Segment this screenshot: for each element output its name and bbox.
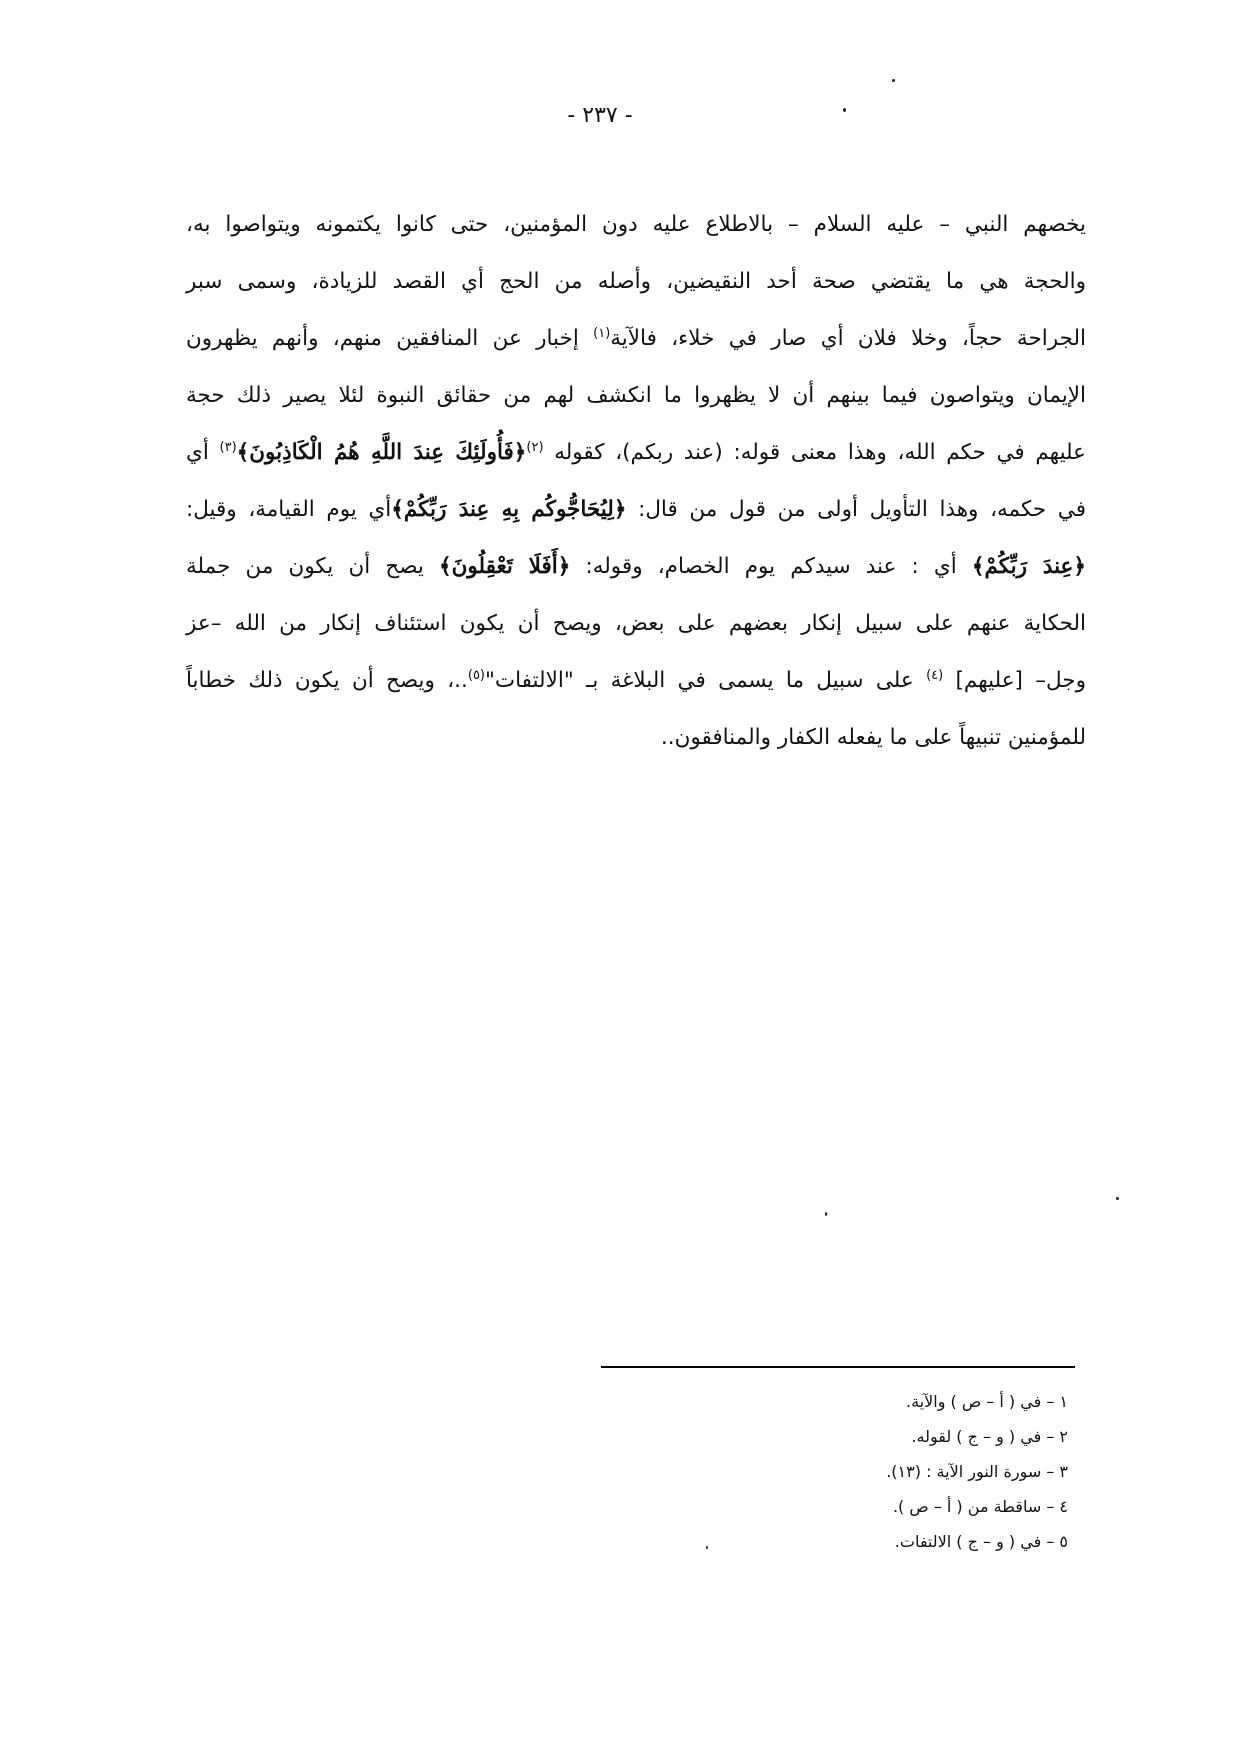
text-line: وجل– [عليهم] $^{(٤)}$ على سبيل ما يسمى في البلاغة بـ "الالتفات"$^{(٥)}$..، ويصح أن يكون ذلك خطاباً xyxy=(186,667,1086,693)
quran-verse: ﴿أَفَلَا تَعْقِلُونَ﴾ xyxy=(439,554,571,579)
scan-speck xyxy=(825,1212,827,1216)
text-line: ﴿عِندَ رَبِّكُمْ﴾ أي : عند سيدكم يوم الخصام، وقوله: ﴿أَفَلَا تَعْقِلُونَ﴾ يصح أن يكون من جملة xyxy=(186,554,1086,579)
quran-verse: ﴿لِيُحَاجُّوكُم بِهِ عِندَ رَبِّكُمْ﴾ xyxy=(391,497,627,522)
footnote-ref[interactable]: (٤) xyxy=(926,667,944,683)
footnote-item: ١ – في ( أ – ص ) والآية. xyxy=(906,1392,1068,1411)
text-line: الحكاية عنهم على سبيل إنكار بعضهم على بعض، ويصح أن يكون استئناف إنكار من الله –عز xyxy=(186,611,1086,636)
scan-speck xyxy=(1116,1197,1119,1200)
footnote-ref[interactable]: (٢) xyxy=(526,439,544,455)
footnotes xyxy=(648,1384,1068,1559)
footnote-item: ٢ – في ( و – ج ) لقوله. xyxy=(911,1427,1068,1446)
scan-speck xyxy=(706,1546,708,1549)
quran-verse: ﴿عِندَ رَبِّكُمْ﴾ xyxy=(971,554,1086,579)
text-line: عليهم في حكم الله، وهذا معنى قوله: (عند ربكم)، كقوله $^{(٢)}$﴿فَأُولَئِكَ عِندَ اللَّهِ هُمُ الْكَاذِبُونَ﴾$^{(٣)}$ أي xyxy=(186,439,1086,465)
scan-speck xyxy=(843,108,846,112)
text-line: والحجة هي ما يقتضي صحة أحد النقيضين، وأصله من الحج أي القصد للزيادة، وسمى سبر xyxy=(186,269,1086,294)
footnote-divider xyxy=(601,1366,1075,1368)
footnote-item: ٤ – ساقطة من ( أ – ص ). xyxy=(892,1497,1068,1516)
text-line: في حكمه، وهذا التأويل أولى من قول من قال: ﴿لِيُحَاجُّوكُم بِهِ عِندَ رَبِّكُمْ﴾أي يوم القيامة، وقيل: xyxy=(186,497,1086,522)
text-line: يخصهم النبي – عليه السلام – بالاطلاع عليه دون المؤمنين، حتى كانوا يكتمونه ويتواصوا به، xyxy=(186,212,1086,237)
page-number: - ٢٣٧ - xyxy=(567,103,633,128)
footnote-ref[interactable]: (٣) xyxy=(219,439,237,455)
footnote-item: ٣ – سورة النور الآية : (١٣). xyxy=(886,1462,1068,1481)
footnote-ref[interactable]: (٥) xyxy=(467,667,485,683)
body-text xyxy=(186,196,1086,766)
text-line: للمؤمنين تنبيهاً على ما يفعله الكفار والمنافقون.. xyxy=(660,725,1086,750)
text-line: الإيمان ويتواصون فيما بينهم أن لا يظهروا ما انكشف لهم من حقائق النبوة لئلا يصير ذلك حجة xyxy=(186,383,1086,408)
text-line: الجراحة حجاً، وخلا فلان أي صار في خلاء، فالآية$^{(١)}$ إخبار عن المنافقين منهم، وأنهم يظهرون xyxy=(186,325,1086,351)
footnote-item: ٥ – في ( و – ج ) الالتفات. xyxy=(894,1532,1068,1551)
quran-verse: ﴿فَأُولَئِكَ عِندَ اللَّهِ هُمُ الْكَاذِبُونَ﴾ xyxy=(236,440,527,465)
footnote-ref[interactable]: (١) xyxy=(593,325,611,341)
scan-speck xyxy=(892,79,895,82)
